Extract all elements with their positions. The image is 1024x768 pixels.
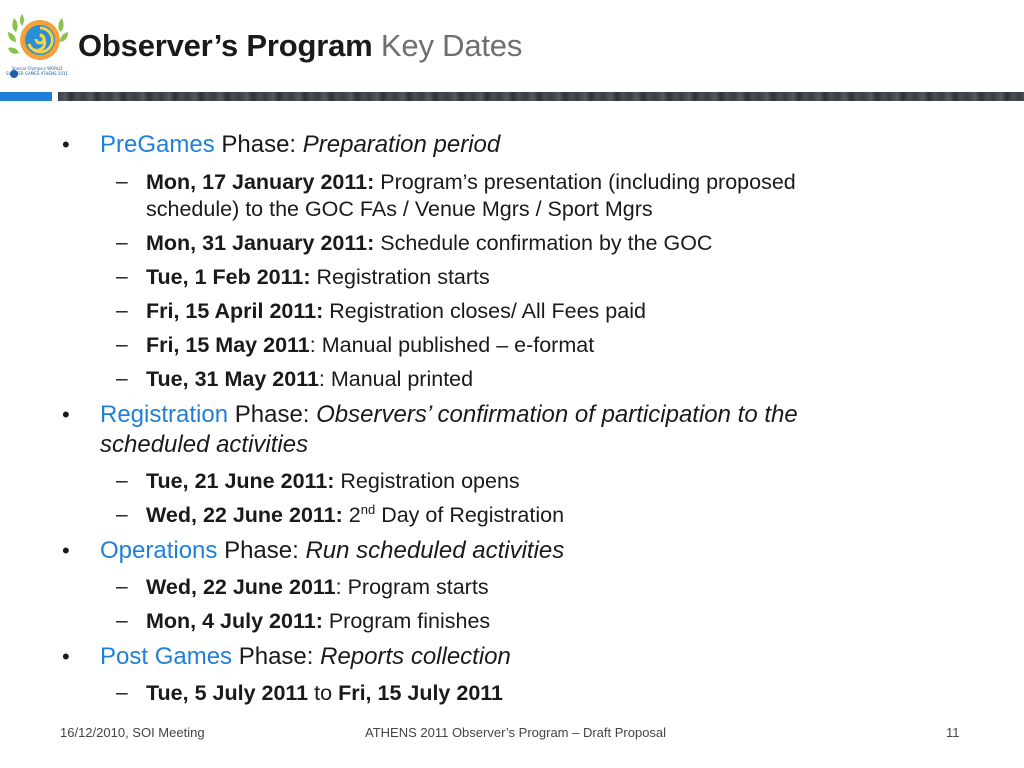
bullet-icon: • <box>62 402 70 427</box>
dash-icon: – <box>116 265 128 288</box>
list-item: Tue, 1 Feb 2011: Registration starts <box>146 265 490 289</box>
title-sub: Key Dates <box>380 28 523 63</box>
phase-heading-operations: Operations Phase: Run scheduled activities <box>100 537 565 564</box>
dash-icon: – <box>116 609 128 632</box>
dash-icon: – <box>116 333 128 356</box>
list-item: Wed, 22 June 2011: Program starts <box>146 575 489 599</box>
page-number: 11 <box>946 725 960 740</box>
title-main: Observer’s Program <box>78 28 373 63</box>
list-item: Fri, 15 April 2011: Registration closes/ All Fees paid <box>146 299 646 323</box>
dash-icon: – <box>116 170 128 193</box>
logo-caption: Special Olympics WORLD SUMMER GAMES ATHENS 2011 <box>6 66 68 76</box>
list-item: Mon, 4 July 2011: Program finishes <box>146 609 491 633</box>
bullet-icon: • <box>62 644 70 669</box>
footer-date: 16/12/2010, SOI Meeting <box>60 725 205 740</box>
bullet-icon: • <box>62 132 70 157</box>
phase-heading-pregames: PreGames Phase: Preparation period <box>100 131 501 158</box>
dash-icon: – <box>116 299 128 322</box>
dash-icon: – <box>116 681 128 704</box>
list-item: Tue, 31 May 2011: Manual printed <box>146 367 474 391</box>
phase-heading-postgames: Post Games Phase: Reports collection <box>100 643 511 670</box>
list-item: Tue, 21 June 2011: Registration opens <box>146 469 520 493</box>
list-item: Mon, 31 January 2011: Schedule confirmation by the GOC <box>146 231 713 255</box>
list-item: Wed, 22 June 2011: 2nd Day of Registration <box>146 502 565 527</box>
dash-icon: – <box>116 231 128 254</box>
list-item-continuation: schedule) to the GOC FAs / Venue Mgrs / Sport Mgrs <box>146 197 653 221</box>
list-item: Fri, 15 May 2011: Manual published – e-format <box>146 333 595 357</box>
footer-title: ATHENS 2011 Observer’s Program – Draft Proposal <box>365 725 667 740</box>
list-item: Mon, 17 January 2011: Program’s presentation (including proposed <box>146 170 796 194</box>
phase-heading-registration: Registration Phase: Observers’ confirmation of participation to the <box>100 401 798 428</box>
bullet-icon: • <box>62 538 70 563</box>
phase-heading-continuation: scheduled activities <box>100 431 309 458</box>
dash-icon: – <box>116 367 128 390</box>
dash-icon: – <box>116 503 128 526</box>
dash-icon: – <box>116 575 128 598</box>
dash-icon: – <box>116 469 128 492</box>
list-item: Tue, 5 July 2011 to Fri, 15 July 2011 <box>146 681 504 705</box>
